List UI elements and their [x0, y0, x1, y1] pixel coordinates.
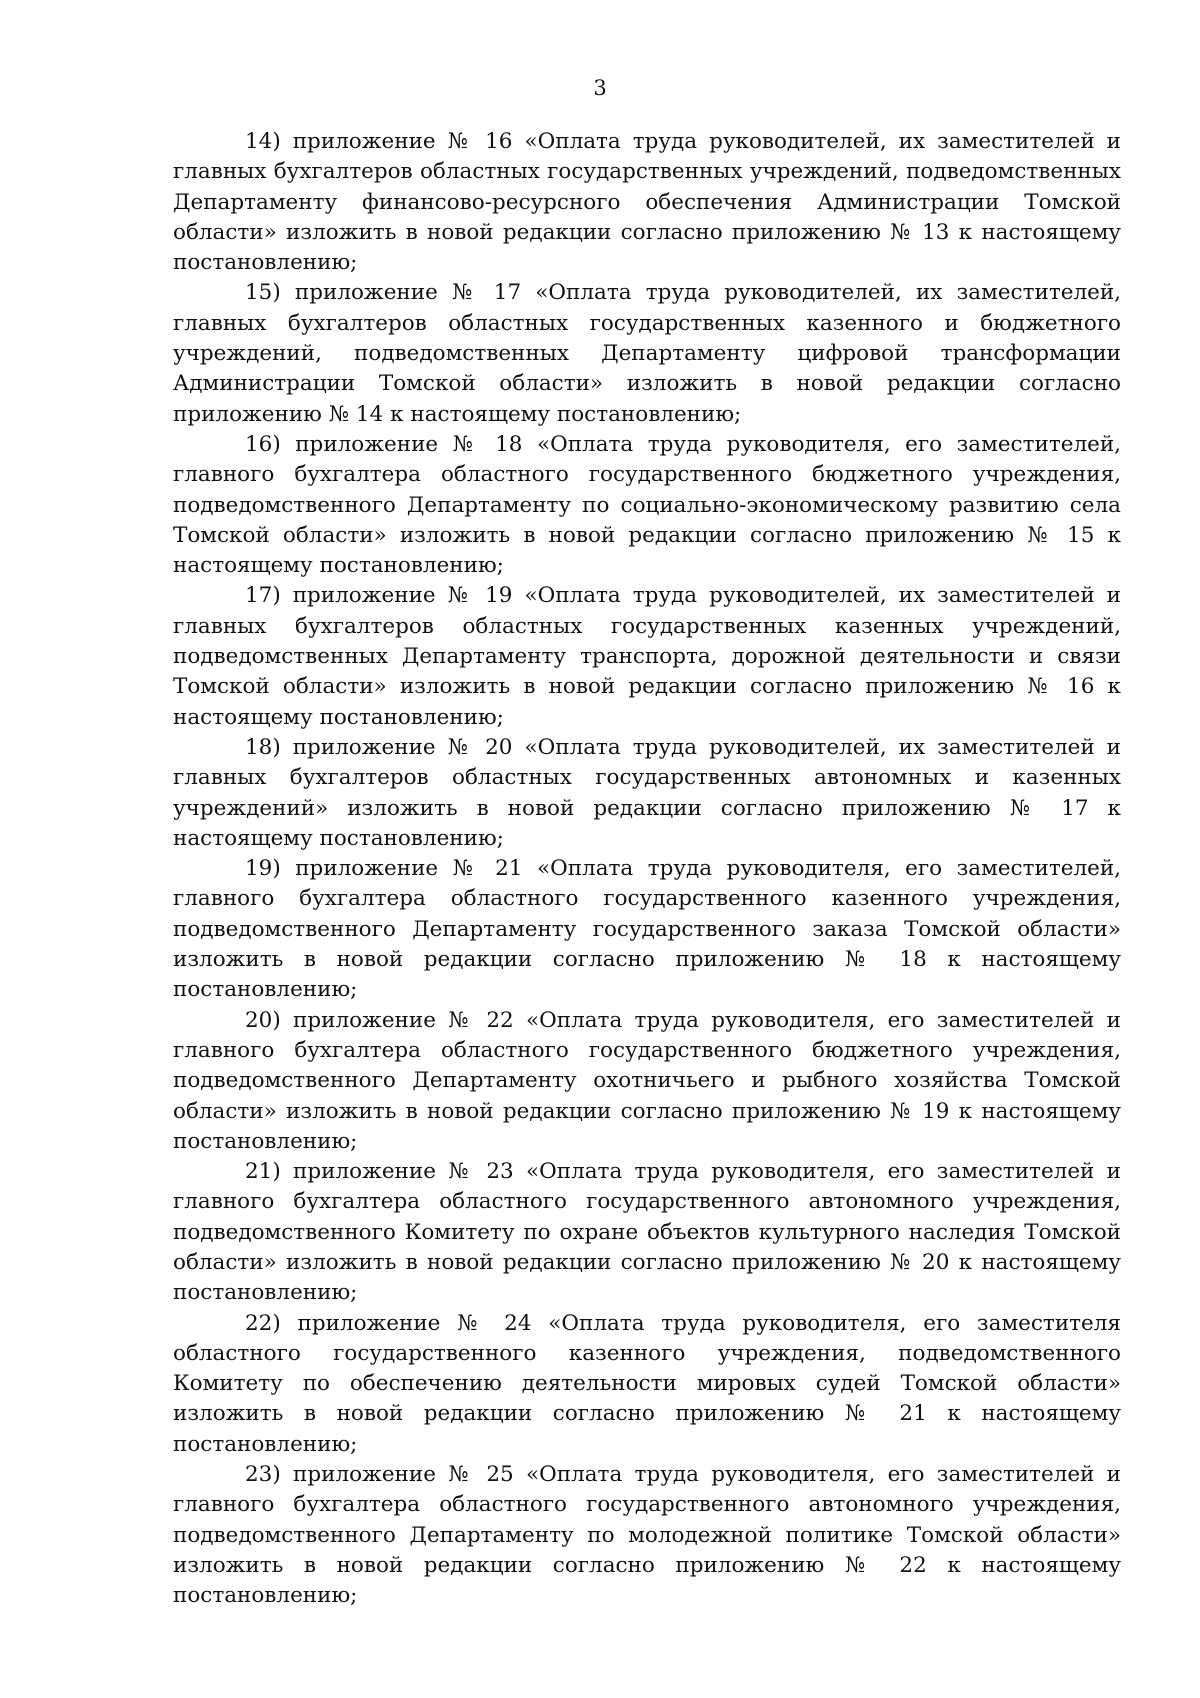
list-item-22: 22) приложение № 24 «Оплата труда руководителя, его заместителя областного государственного казенного учреждения, подведомственного Комитету по обеспечению деятельности мировых судей Томской области» изложить в новой редакции согласно приложению № 21 к настоящему постановлению; — [173, 1310, 1121, 1457]
list-item-18: 18) приложение № 20 «Оплата труда руководителей, их заместителей и главных бухгалтеров областных государственных автономных и казенных учреждений» изложить в новой редакции согласно приложению № 17 к настоящему постановлению; — [173, 734, 1121, 851]
page-number: 3 — [593, 76, 607, 100]
list-item-23: 23) приложение № 25 «Оплата труда руководителя, его заместителей и главного бухгалтера областного государственного автономного учреждения, подведомственного Департаменту по молодежной политике Томской области» изложить в новой редакции согласно приложению № 22 к настоящему постановлению; — [173, 1462, 1121, 1609]
list-item-19: 19) приложение № 21 «Оплата труда руководителя, его заместителей, главного бухгалтера областного государственного казенного учреждения, подведомственного Департаменту государственного заказа Томской области» изложить в новой редакции согласно приложению № 18 к настоящему постановлению; — [173, 856, 1121, 1003]
list-item-14: 14) приложение № 16 «Оплата труда руководителей, их заместителей и главных бухгалтеров областных государственных учреждений, подведомственных Департаменту финансово-ресурсного обеспечения Администрации Томской области» изложить в новой редакции согласно приложению № 13 к настоящему постановлению; — [173, 129, 1121, 276]
document-body — [173, 127, 1121, 1612]
list-item-16: 16) приложение № 18 «Оплата труда руководителя, его заместителей, главного бухгалтера областного государственного бюджетного учреждения, подведомственного Департаменту по социально-экономическому развитию села Томской области» изложить в новой редакции согласно приложению № 15 к настоящему постановлению; — [173, 431, 1121, 579]
list-item-17: 17) приложение № 19 «Оплата труда руководителей, их заместителей и главных бухгалтеров областных государственных казенных учреждений, подведомственных Департаменту транспорта, дорожной деятельности и связи Томской области» изложить в новой редакции согласно приложению № 16 к настоящему постановлению; — [173, 583, 1121, 730]
list-item-15: 15) приложение № 17 «Оплата труда руководителей, их заместителей, главных бухгалтеров областных государственных казенного и бюджетного учреждений, подведомственных Департаменту цифровой трансформации Администрации Томской области» изложить в новой редакции согласно приложению № 14 к настоящему постановлению; — [173, 280, 1121, 427]
list-item-21: 21) приложение № 23 «Оплата труда руководителя, его заместителей и главного бухгалтера областного государственного автономного учреждения, подведомственного Комитету по охране объектов культурного наследия Томской области» изложить в новой редакции согласно приложению № 20 к настоящему постановлению; — [173, 1159, 1121, 1306]
list-item-20: 20) приложение № 22 «Оплата труда руководителя, его заместителей и главного бухгалтера областного государственного бюджетного учреждения, подведомственного Департаменту охотничьего и рыбного хозяйства Томской области» изложить в новой редакции согласно приложению № 19 к настоящему постановлению; — [173, 1007, 1121, 1154]
